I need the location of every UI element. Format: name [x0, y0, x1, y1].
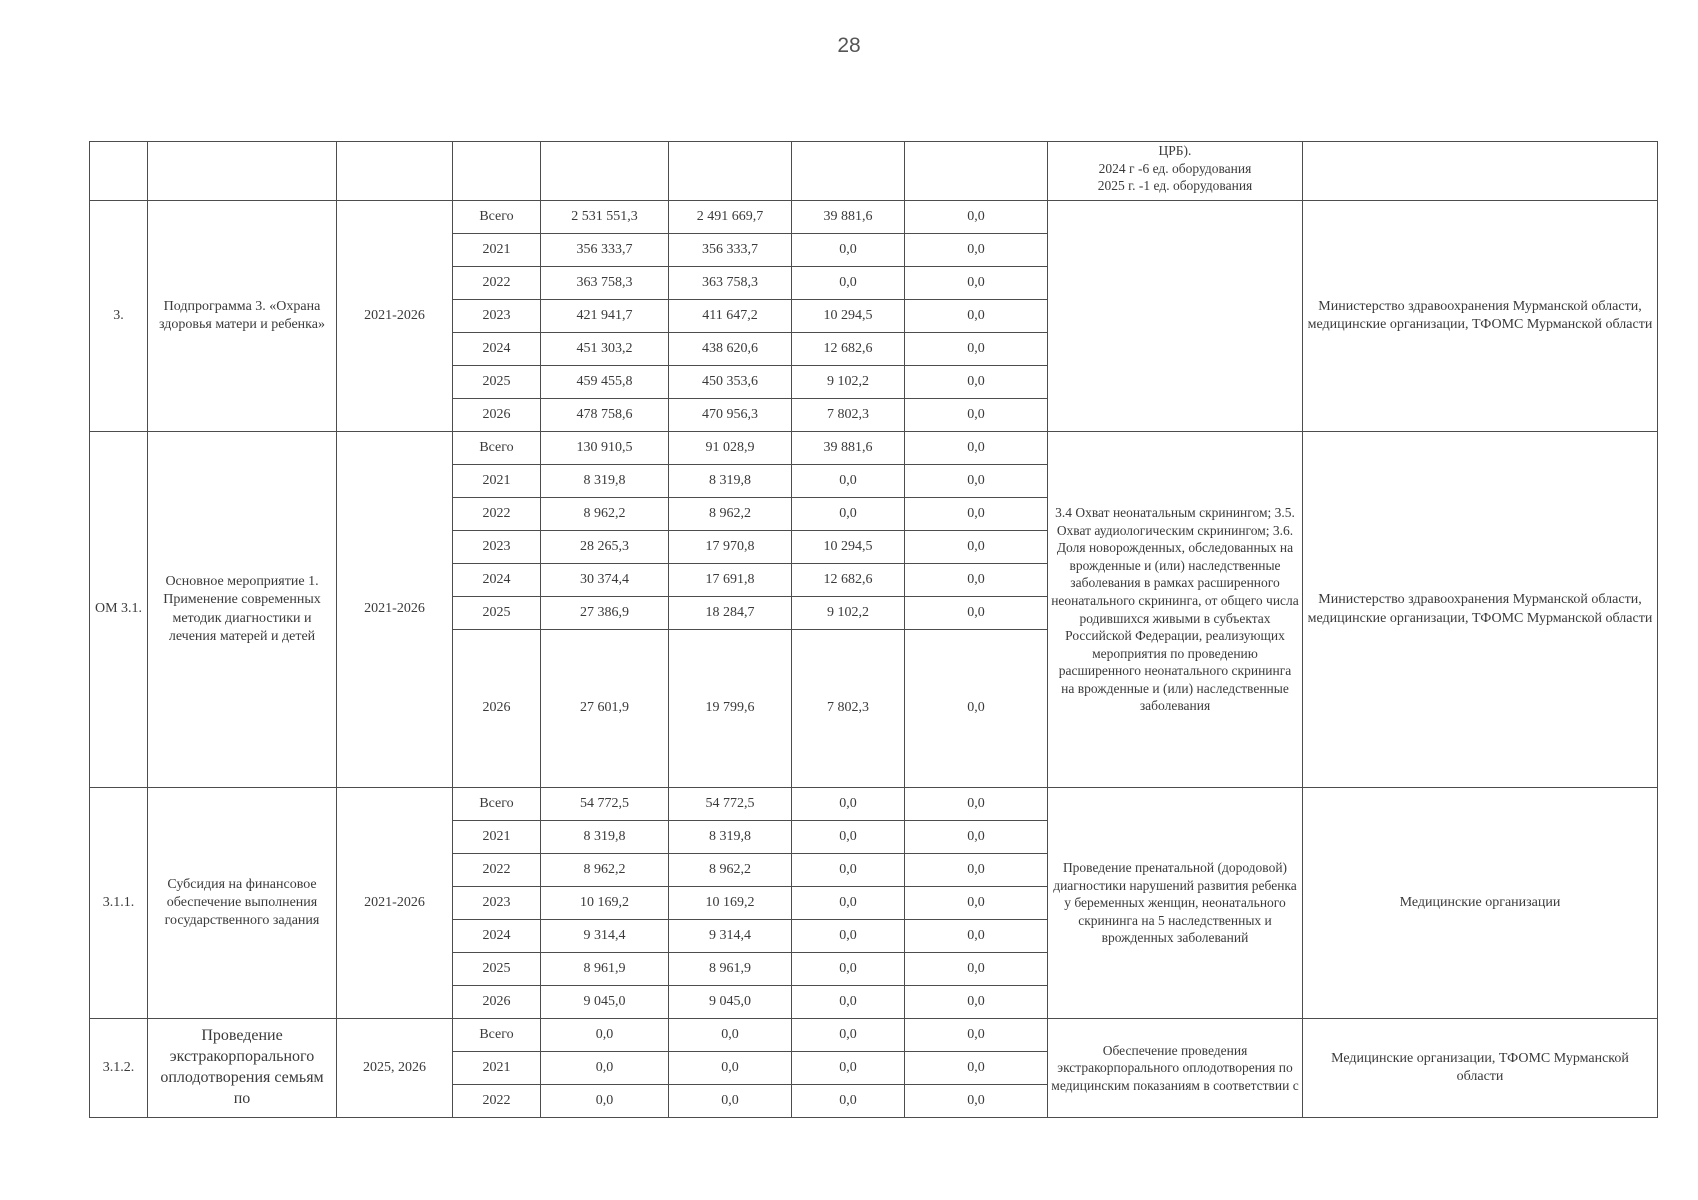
- funding-cell-2: 363 758,3: [669, 267, 792, 300]
- table-row: [90, 201, 1658, 234]
- item-name-cell: Основное мероприятие 1. Применение современных методик диагностики и лечения матерей и детей: [148, 432, 337, 788]
- year-cell: 2026: [453, 399, 541, 432]
- empty-cell: [90, 142, 148, 201]
- funding-cell-3: 0,0: [792, 267, 905, 300]
- funding-cell-3: 9 102,2: [792, 597, 905, 630]
- result-line: 2024 г -6 ед. оборудования: [1098, 160, 1252, 176]
- total-cell: 9 045,0: [541, 986, 669, 1019]
- funding-cell-4: 0,0: [905, 465, 1048, 498]
- funding-cell-4: 0,0: [905, 498, 1048, 531]
- funding-cell-3: 0,0: [792, 854, 905, 887]
- funding-cell-2: 54 772,5: [669, 788, 792, 821]
- funding-cell-4: 0,0: [905, 630, 1048, 788]
- funding-cell-3: 10 294,5: [792, 531, 905, 564]
- funding-cell-3: 7 802,3: [792, 399, 905, 432]
- item-name-cell: Субсидия на финансовое обеспечение выполнения государственного задания: [148, 788, 337, 1019]
- funding-cell-2: 470 956,3: [669, 399, 792, 432]
- funding-cell-2: 8 319,8: [669, 465, 792, 498]
- year-cell: 2023: [453, 531, 541, 564]
- funding-cell-3: 0,0: [792, 1052, 905, 1085]
- total-cell: 27 386,9: [541, 597, 669, 630]
- funding-cell-4: 0,0: [905, 333, 1048, 366]
- year-cell: 2022: [453, 267, 541, 300]
- funding-cell-4: 0,0: [905, 1052, 1048, 1085]
- total-cell: 459 455,8: [541, 366, 669, 399]
- funding-cell-3: 39 881,6: [792, 432, 905, 465]
- funding-cell-4: 0,0: [905, 267, 1048, 300]
- table-row: [90, 1019, 1658, 1052]
- funding-cell-2: 8 962,2: [669, 854, 792, 887]
- result-indicator-cell: [1048, 201, 1303, 432]
- funding-cell-3: 0,0: [792, 953, 905, 986]
- funding-cell-3: 0,0: [792, 465, 905, 498]
- funding-cell-3: 0,0: [792, 1085, 905, 1118]
- total-cell: 8 319,8: [541, 821, 669, 854]
- total-cell: 478 758,6: [541, 399, 669, 432]
- empty-cell: [148, 142, 337, 201]
- funding-cell-2: 8 961,9: [669, 953, 792, 986]
- funding-cell-4: 0,0: [905, 234, 1048, 267]
- funding-cell-2: 2 491 669,7: [669, 201, 792, 234]
- year-cell: 2021: [453, 821, 541, 854]
- total-cell: 421 941,7: [541, 300, 669, 333]
- funding-cell-3: 0,0: [792, 887, 905, 920]
- funding-cell-2: 8 319,8: [669, 821, 792, 854]
- year-cell: 2021: [453, 465, 541, 498]
- total-cell: 8 962,2: [541, 498, 669, 531]
- funding-cell-2: 9 314,4: [669, 920, 792, 953]
- result-indicator-cell: Проведение пренатальной (дородовой) диагностики нарушений развития ребенка у беременных женщин, неонатального скрининга на 5 наследственных и врожденных заболеваний: [1048, 788, 1303, 1019]
- item-number-cell: 3.: [90, 201, 148, 432]
- empty-cell: [792, 142, 905, 201]
- total-cell: 54 772,5: [541, 788, 669, 821]
- year-cell: 2021: [453, 1052, 541, 1085]
- year-cell: Всего: [453, 1019, 541, 1052]
- result-line: ЦРБ).: [1158, 143, 1192, 158]
- empty-cell: [669, 142, 792, 201]
- funding-cell-4: 0,0: [905, 366, 1048, 399]
- empty-cell: [541, 142, 669, 201]
- total-cell: 8 962,2: [541, 854, 669, 887]
- year-cell: Всего: [453, 201, 541, 234]
- page-number: 28: [837, 34, 861, 57]
- funding-cell-2: 9 045,0: [669, 986, 792, 1019]
- result-indicator-cell: Обеспечение проведения экстракорпорального оплодотворения по медицинским показаниям в соответствии с: [1048, 1019, 1303, 1118]
- responsible-cell: Медицинские организации, ТФОМС Мурманской области: [1303, 1019, 1658, 1118]
- item-number-cell: ОМ 3.1.: [90, 432, 148, 788]
- funding-cell-3: 0,0: [792, 821, 905, 854]
- funding-cell-3: 0,0: [792, 788, 905, 821]
- funding-cell-2: 91 028,9: [669, 432, 792, 465]
- funding-cell-2: 0,0: [669, 1052, 792, 1085]
- year-cell: 2026: [453, 630, 541, 788]
- program-table: [89, 141, 1658, 1118]
- total-cell: 363 758,3: [541, 267, 669, 300]
- empty-cell: [337, 142, 453, 201]
- year-cell: 2021: [453, 234, 541, 267]
- funding-cell-4: 0,0: [905, 531, 1048, 564]
- year-cell: 2025: [453, 953, 541, 986]
- funding-cell-4: 0,0: [905, 986, 1048, 1019]
- responsible-cell: Министерство здравоохранения Мурманской области, медицинские организации, ТФОМС Мурманской области: [1303, 432, 1658, 788]
- funding-cell-4: 0,0: [905, 597, 1048, 630]
- total-cell: 8 961,9: [541, 953, 669, 986]
- total-cell: 28 265,3: [541, 531, 669, 564]
- funding-cell-4: 0,0: [905, 953, 1048, 986]
- year-cell: 2024: [453, 564, 541, 597]
- funding-cell-3: 0,0: [792, 234, 905, 267]
- funding-cell-3: 0,0: [792, 498, 905, 531]
- total-cell: 2 531 551,3: [541, 201, 669, 234]
- empty-cell: [1303, 142, 1658, 201]
- year-cell: 2026: [453, 986, 541, 1019]
- funding-cell-4: 0,0: [905, 821, 1048, 854]
- funding-cell-4: 0,0: [905, 432, 1048, 465]
- result-line: 2025 г. -1 ед. оборудования: [1097, 178, 1253, 194]
- funding-cell-3: 0,0: [792, 920, 905, 953]
- funding-cell-2: 0,0: [669, 1019, 792, 1052]
- item-name-cell: Проведение экстракорпорального оплодотворения семьям по: [148, 1019, 337, 1118]
- empty-cell: [453, 142, 541, 201]
- item-number-cell: 3.1.2.: [90, 1019, 148, 1118]
- total-cell: 451 303,2: [541, 333, 669, 366]
- funding-cell-3: 39 881,6: [792, 201, 905, 234]
- item-name-cell: Подпрограмма 3. «Охрана здоровья матери и ребенка»: [148, 201, 337, 432]
- funding-cell-2: 10 169,2: [669, 887, 792, 920]
- period-cell: 2025, 2026: [337, 1019, 453, 1118]
- funding-cell-4: 0,0: [905, 300, 1048, 333]
- funding-cell-3: 0,0: [792, 986, 905, 1019]
- period-cell: 2021-2026: [337, 432, 453, 788]
- year-cell: Всего: [453, 432, 541, 465]
- total-cell: 30 374,4: [541, 564, 669, 597]
- total-cell: 0,0: [541, 1019, 669, 1052]
- funding-cell-4: 0,0: [905, 1085, 1048, 1118]
- funding-cell-2: 411 647,2: [669, 300, 792, 333]
- total-cell: 0,0: [541, 1052, 669, 1085]
- year-cell: 2022: [453, 1085, 541, 1118]
- year-cell: 2023: [453, 887, 541, 920]
- funding-cell-2: 17 970,8: [669, 531, 792, 564]
- funding-cell-2: 19 799,6: [669, 630, 792, 788]
- funding-cell-4: 0,0: [905, 887, 1048, 920]
- result-indicator-cell: 3.4 Охват неонатальным скринингом; 3.5. Охват аудиологическим скринингом; 3.6. Доля новорожденных, обследованных на врожденные и (или) наследственные заболевания в рамках расширенного неонатального скрининга, от общего числа родившихся живыми в субъектах Российской Федерации, реализующих мероприятия по проведению расширенного неонатального скрининга на врожденные и (или) наследственные заболевания: [1048, 432, 1303, 788]
- total-cell: 10 169,2: [541, 887, 669, 920]
- empty-cell: [905, 142, 1048, 201]
- funding-cell-2: 438 620,6: [669, 333, 792, 366]
- funding-cell-2: 450 353,6: [669, 366, 792, 399]
- year-cell: 2022: [453, 498, 541, 531]
- total-cell: 27 601,9: [541, 630, 669, 788]
- funding-cell-2: 0,0: [669, 1085, 792, 1118]
- funding-cell-2: 8 962,2: [669, 498, 792, 531]
- funding-cell-3: 9 102,2: [792, 366, 905, 399]
- item-number-cell: 3.1.1.: [90, 788, 148, 1019]
- funding-cell-2: 17 691,8: [669, 564, 792, 597]
- funding-cell-2: 356 333,7: [669, 234, 792, 267]
- funding-cell-4: 0,0: [905, 920, 1048, 953]
- funding-cell-3: 0,0: [792, 1019, 905, 1052]
- total-cell: 8 319,8: [541, 465, 669, 498]
- total-cell: 0,0: [541, 1085, 669, 1118]
- total-cell: 9 314,4: [541, 920, 669, 953]
- table-row: [90, 788, 1658, 821]
- responsible-cell: Министерство здравоохранения Мурманской области, медицинские организации, ТФОМС Мурманской области: [1303, 201, 1658, 432]
- year-cell: 2022: [453, 854, 541, 887]
- year-cell: 2024: [453, 920, 541, 953]
- funding-cell-3: 12 682,6: [792, 564, 905, 597]
- year-cell: 2024: [453, 333, 541, 366]
- funding-cell-4: 0,0: [905, 564, 1048, 597]
- funding-cell-4: 0,0: [905, 788, 1048, 821]
- period-cell: 2021-2026: [337, 201, 453, 432]
- continued-result-cell: [1048, 142, 1303, 201]
- funding-cell-3: 10 294,5: [792, 300, 905, 333]
- funding-cell-4: 0,0: [905, 854, 1048, 887]
- table-row: [90, 432, 1658, 465]
- funding-cell-4: 0,0: [905, 201, 1048, 234]
- year-cell: Всего: [453, 788, 541, 821]
- funding-cell-2: 18 284,7: [669, 597, 792, 630]
- year-cell: 2023: [453, 300, 541, 333]
- funding-cell-4: 0,0: [905, 1019, 1048, 1052]
- total-cell: 130 910,5: [541, 432, 669, 465]
- year-cell: 2025: [453, 597, 541, 630]
- funding-cell-3: 7 802,3: [792, 630, 905, 788]
- funding-cell-3: 12 682,6: [792, 333, 905, 366]
- funding-cell-4: 0,0: [905, 399, 1048, 432]
- year-cell: 2025: [453, 366, 541, 399]
- continuation-row: [90, 142, 1658, 201]
- total-cell: 356 333,7: [541, 234, 669, 267]
- responsible-cell: Медицинские организации: [1303, 788, 1658, 1019]
- period-cell: 2021-2026: [337, 788, 453, 1019]
